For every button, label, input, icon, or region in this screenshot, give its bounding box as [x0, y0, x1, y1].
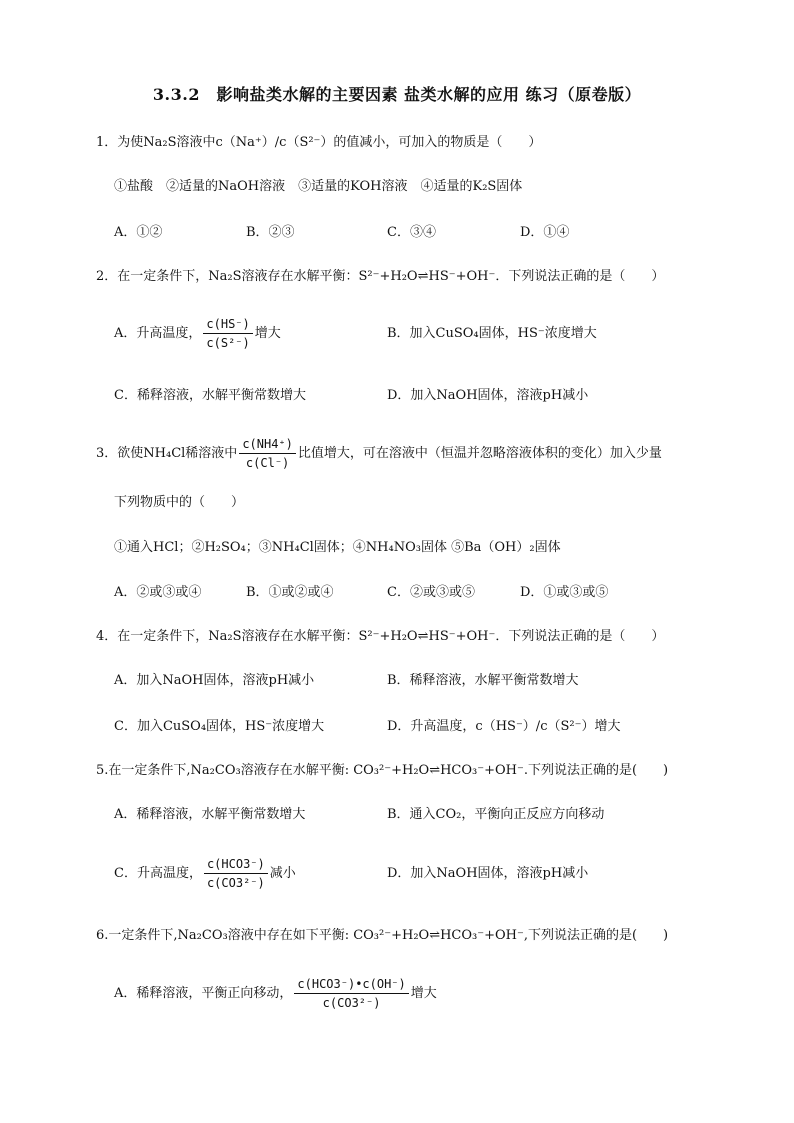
question-5-option-c [114, 856, 296, 892]
question-6-option-a-prefix: A．稀释溶液，平衡正向移动， [114, 986, 293, 1001]
question-3-option-a: A．②或③或④ [114, 585, 202, 600]
question-5-option-c-fraction [204, 856, 268, 891]
fraction-numerator: c(HCO3⁻) [204, 856, 268, 874]
fraction-denominator: c(CO3²⁻) [206, 876, 265, 890]
question-3-option-c: C．②或③或⑤ [387, 585, 475, 600]
question-4-stem: 4．在一定条件下，Na₂S溶液存在水解平衡：S²⁻+H₂O⇌HS⁻+OH⁻．下列说法正确的是（ ） [96, 629, 665, 644]
question-2-stem: 2．在一定条件下，Na₂S溶液存在水解平衡：S²⁻+H₂O⇌HS⁻+OH⁻．下列说法正确的是（ ） [96, 269, 665, 284]
question-6-option-a [114, 976, 437, 1012]
question-3-option-b: B．①或②或④ [246, 585, 334, 600]
fraction-denominator: c(Cl⁻) [245, 456, 290, 470]
question-3-stem-line2: 下列物质中的（ ） [114, 495, 245, 510]
fraction-denominator: c(S²⁻) [206, 336, 250, 350]
question-1-option-a: A．①② [114, 225, 163, 240]
question-3-stem-prefix: 3．欲使NH₄Cl稀溶液中 [96, 446, 238, 461]
question-4-option-b: B．稀释溶液，水解平衡常数增大 [387, 673, 579, 688]
question-5-stem: 5.在一定条件下,Na₂CO₃溶液存在水解平衡: CO₃²⁻+H₂O⇌HCO₃⁻+OH⁻.下列说法正确的是( ) [96, 763, 669, 778]
question-3-items: ①通入HCl；②H₂SO₄；③NH₄Cl固体；④NH₄NO₃固体 ⑤Ba（OH）₂固体 [114, 540, 561, 555]
question-5-option-d: D．加入NaOH固体，溶液pH减小 [387, 866, 589, 881]
question-3-stem [96, 436, 662, 472]
question-2-option-a [114, 316, 281, 352]
question-6-option-a-suffix: 增大 [410, 986, 437, 1001]
question-2-option-d: D．加入NaOH固体，溶液pH减小 [387, 388, 589, 403]
question-1-stem: 1．为使Na₂S溶液中c（Na⁺）/c（S²⁻）的值减小，可加入的物质是（ ） [96, 135, 542, 150]
question-1-option-d: D．①④ [520, 225, 570, 240]
question-1-items: ①盐酸 ②适量的NaOH溶液 ③适量的KOH溶液 ④适量的K₂S固体 [114, 179, 523, 194]
question-1-option-c: C．③④ [387, 225, 436, 240]
question-1-option-b: B．②③ [246, 225, 295, 240]
question-5-option-c-suffix: 减小 [269, 866, 296, 881]
question-3-option-d: D．①或③或⑤ [520, 585, 609, 600]
question-2-option-b: B．加入CuSO₄固体，HS⁻浓度增大 [387, 326, 597, 341]
fraction-numerator: c(NH4⁺) [239, 436, 296, 454]
question-2-option-a-suffix: 增大 [254, 326, 281, 341]
fraction-numerator: c(HS⁻) [203, 316, 252, 334]
question-2-option-c: C．稀释溶液，水解平衡常数增大 [114, 388, 306, 403]
question-4-option-a: A．加入NaOH固体，溶液pH减小 [114, 673, 315, 688]
fraction-numerator: c(HCO3⁻)•c(OH⁻) [294, 976, 408, 994]
question-4-option-d: D．升高温度，c（HS⁻）/c（S²⁻）增大 [387, 719, 621, 734]
question-6-stem: 6.一定条件下,Na₂CO₃溶液中存在如下平衡: CO₃²⁻+H₂O⇌HCO₃⁻+OH⁻,下列说法正确的是( ) [96, 928, 669, 943]
question-3-stem-fraction [239, 436, 296, 471]
question-3-stem-suffix: 比值增大，可在溶液中（恒温并忽略溶液体积的变化）加入少量 [297, 446, 662, 461]
question-6-option-a-fraction [294, 976, 408, 1011]
question-5-option-b: B．通入CO₂，平衡向正反应方向移动 [387, 807, 605, 822]
question-5-option-c-prefix: C．升高温度， [114, 866, 202, 881]
question-2-option-a-fraction [203, 316, 252, 351]
page-title: 3.3.2 影响盐类水解的主要因素 盐类水解的应用 练习（原卷版） [152, 85, 642, 104]
question-4-option-c: C．加入CuSO₄固体，HS⁻浓度增大 [114, 719, 325, 734]
fraction-denominator: c(CO3²⁻) [322, 996, 381, 1010]
question-2-option-a-prefix: A．升高温度， [114, 326, 202, 341]
question-5-option-a: A．稀释溶液，水解平衡常数增大 [114, 807, 306, 822]
